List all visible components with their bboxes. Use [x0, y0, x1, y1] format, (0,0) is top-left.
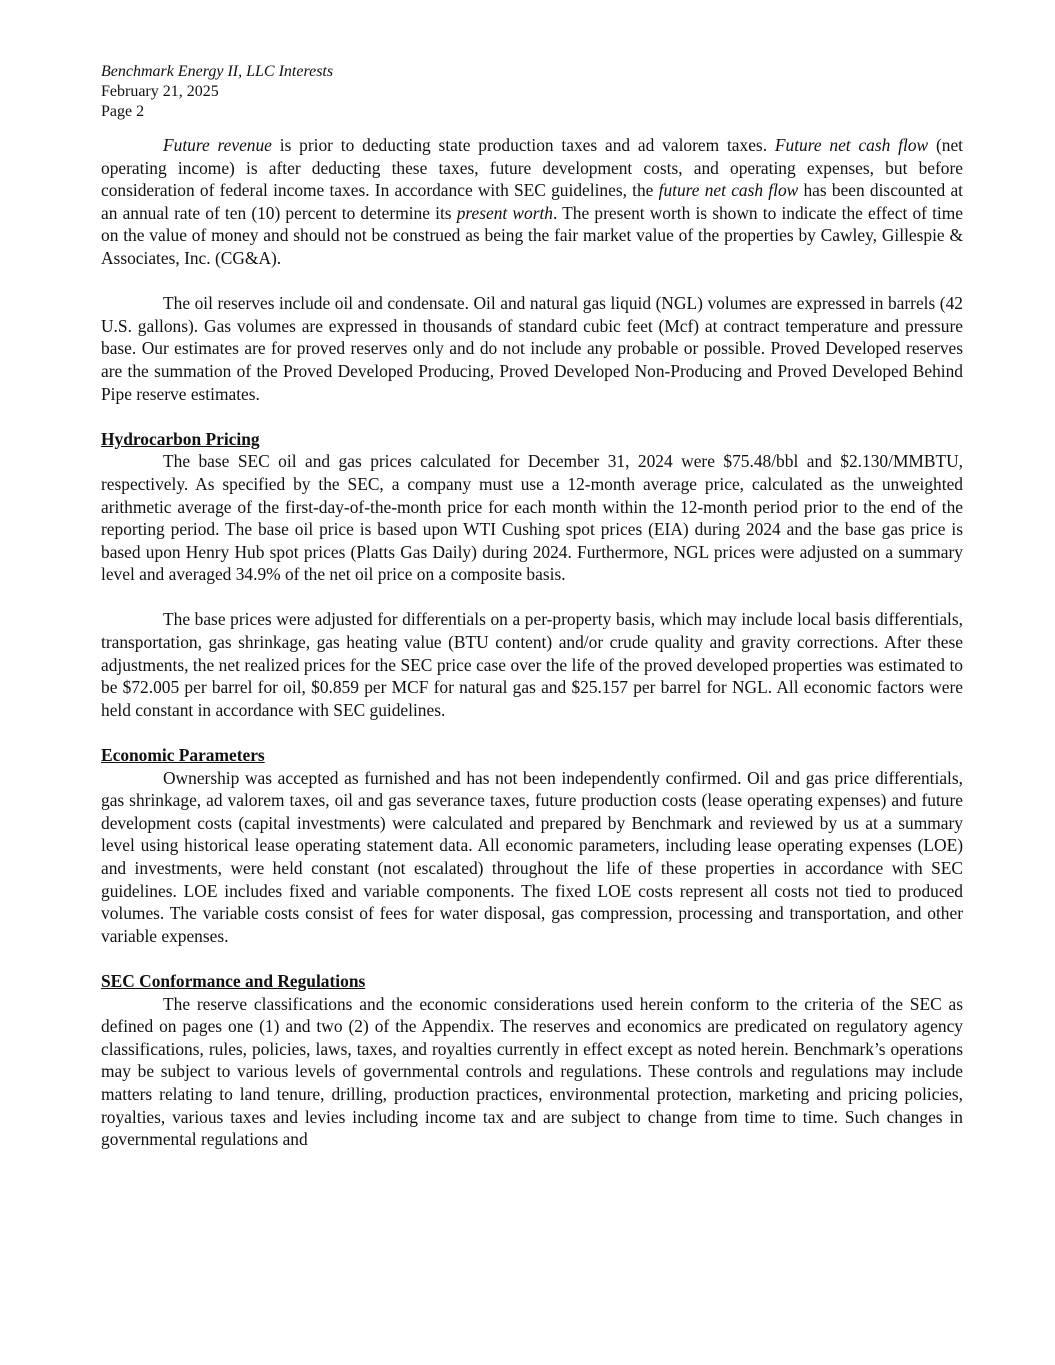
- header-company: Benchmark Energy II, LLC Interests: [101, 63, 334, 80]
- text-span: . The present worth is shown to indicate the effect of time on the value of money and should not be construed as being the fair market value of the properties by Cawley, Gillespie & Associates, Inc. (CG&A).: [101, 202, 963, 268]
- paragraph-ownership: Ownership was accepted as furnished and has not been independently confirmed. Oil and gas price differentials, gas shrinkage, ad valorem taxes, oil and gas severance taxes, future production costs (lease operating expenses) and future development costs (capital investments) were calculated and prepared by Benchmark and reviewed by us at a summary level using historical lease operating statement data. All economic parameters, including lease operating expenses (LOE) and investments, were held constant (not escalated) throughout the life of these properties in accordance with SEC guidelines. LOE includes fixed and variable components. The fixed LOE costs represent all costs not tied to produced volumes. The variable costs consist of fees for water disposal, gas compression, processing and transportation, and other variable expenses.: [101, 767, 963, 946]
- section-heading-sec-conformance: SEC Conformance and Regulations: [101, 970, 366, 991]
- term-future-revenue: Future revenue: [163, 135, 272, 155]
- paragraph-base-prices: The base SEC oil and gas prices calculated for December 31, 2024 were $75.48/bbl and $2.130/MMBTU, respectively. As specified by the SEC, a company must use a 12-month average price, calculated as the unweighted arithmetic average of the first-day-of-the-month price for each month within the 12-month period prior to the end of the reporting period. The base oil price is based upon WTI Cushing spot prices (EIA) during 2024 and the base gas price is based upon Henry Hub spot prices (Platts Gas Daily) during 2024. Furthermore, NGL prices were adjusted on a summary level and averaged 34.9% of the net oil price on a composite basis.: [101, 451, 963, 585]
- paragraph-reserve-classifications: The reserve classifications and the economic considerations used herein conform to the criteria of the SEC as defined on pages one (1) and two (2) of the Appendix. The reserves and economics are predicated on regulatory agency classifications, rules, policies, laws, taxes, and royalties currently in effect except as noted herein. Benchmark’s operations may be subject to various levels of governmental controls and regulations. These controls and regulations may include matters relating to land tenure, drilling, production practices, environmental protection, marketing and pricing policies, royalties, various taxes and levies including income tax and are subject to change from time to time. Such changes in governmental regulations and: [101, 993, 963, 1150]
- paragraph-future-revenue: [101, 134, 963, 270]
- section-heading-hydrocarbon-pricing: Hydrocarbon Pricing: [101, 428, 260, 449]
- header-date: February 21, 2025: [101, 83, 219, 100]
- term-future-net-cash-flow: Future net cash flow: [774, 135, 929, 155]
- text-span: (net operating income) is after deducting these taxes, future development costs, and operating expenses, but before consideration of federal income taxes. In accordance with SEC guidelines, the: [101, 135, 963, 201]
- document-page: [101, 62, 963, 1151]
- header-page-number: Page 2: [101, 103, 145, 120]
- section-heading-economic-parameters: Economic Parameters: [101, 745, 265, 766]
- text-span: has been discounted at an annual rate of ten (10) percent to determine its: [101, 180, 964, 223]
- paragraph-price-differentials: The base prices were adjusted for differentials on a per-property basis, which may include local basis differentials, transportation, gas shrinkage, gas heating value (BTU content) and/or crude quality and gravity corrections. After these adjustments, the net realized prices for the SEC price case over the life of the proved developed properties was estimated to be $72.005 per barrel for oil, $0.859 per MCF for natural gas and $25.157 per barrel for NGL. All economic factors were held constant in accordance with SEC guidelines.: [101, 609, 963, 720]
- term-future-net-cash-flow: future net cash flow: [658, 180, 799, 201]
- term-present-worth: present worth: [456, 202, 553, 223]
- letter-header: [101, 62, 963, 122]
- text-span: is prior to deducting state production taxes and ad valorem taxes.: [271, 135, 775, 155]
- paragraph-oil-reserves: The oil reserves include oil and condensate. Oil and natural gas liquid (NGL) volumes are expressed in barrels (42 U.S. gallons). Gas volumes are expressed in thousands of standard cubic feet (Mcf) at contract temperature and pressure base. Our estimates are for proved reserves only and do not include any probable or possible. Proved Developed reserves are the summation of the Proved Developed Producing, Proved Developed Non-Producing and Proved Developed Behind Pipe reserve estimates.: [101, 293, 963, 404]
